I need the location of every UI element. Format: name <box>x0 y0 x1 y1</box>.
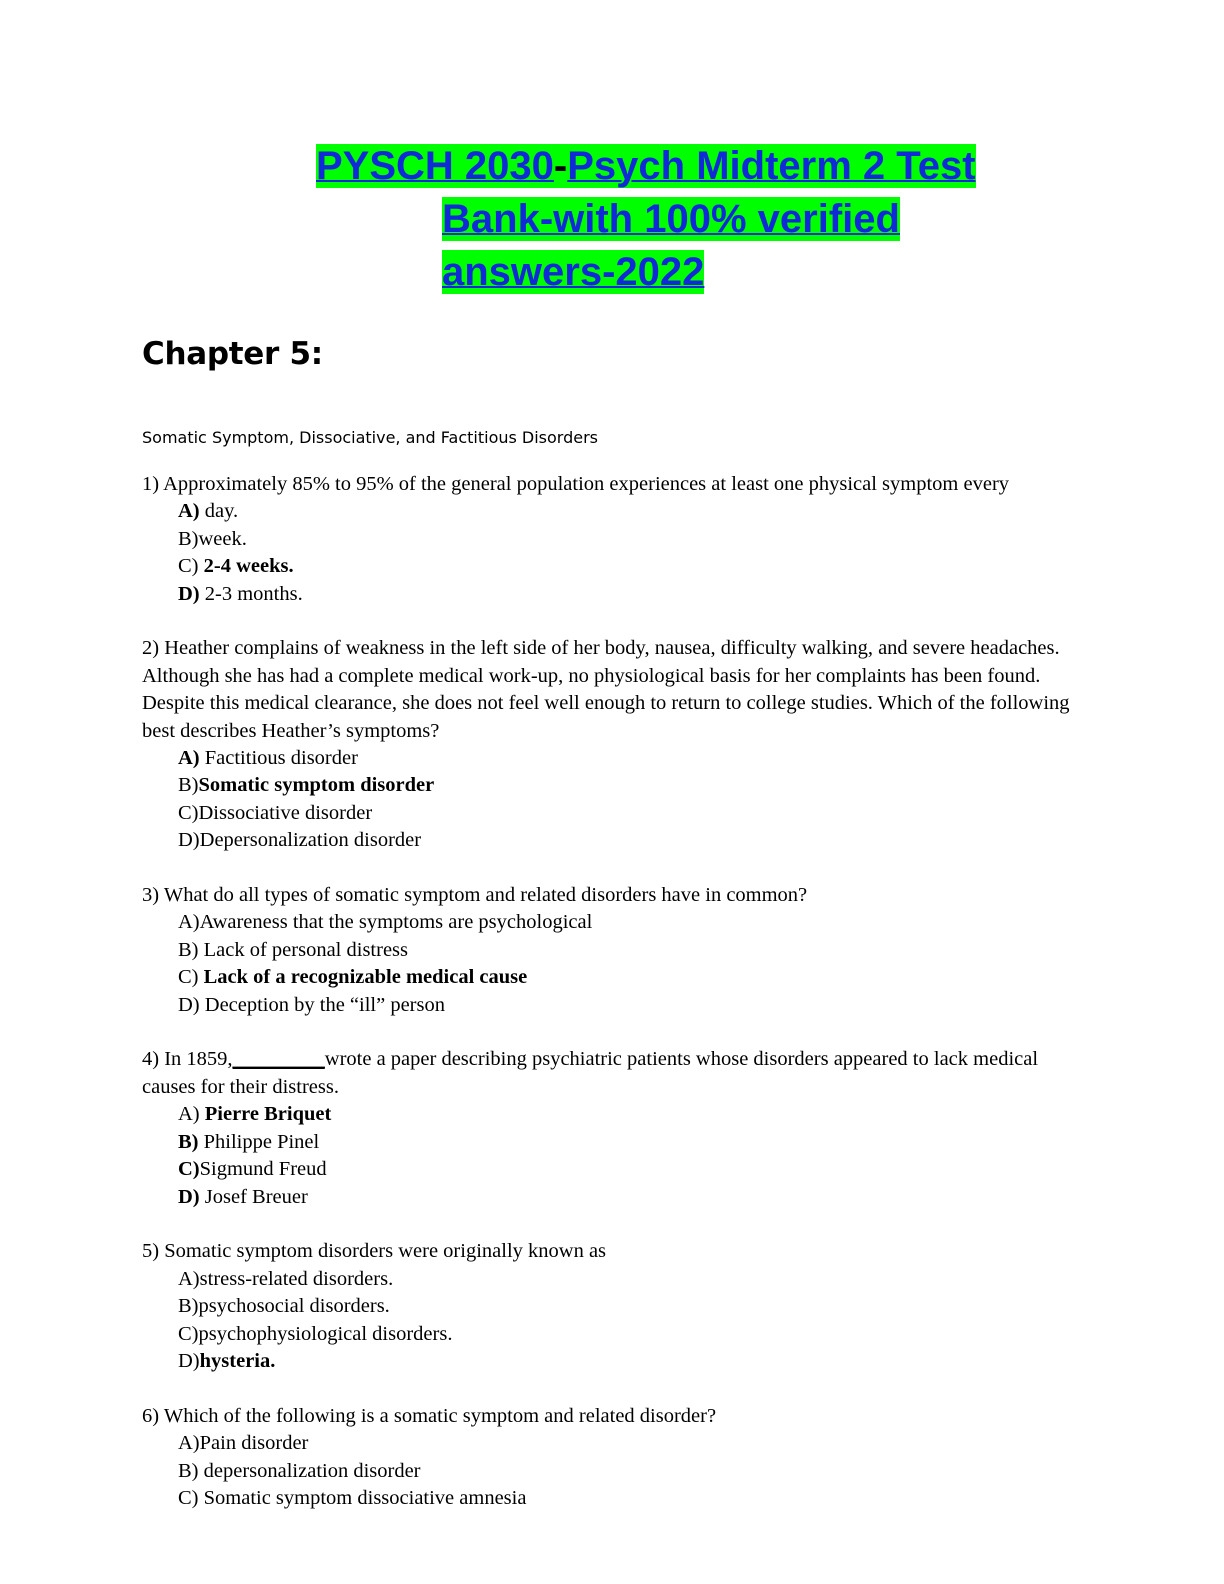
question-number: 5) <box>142 1240 160 1263</box>
question-4 <box>142 1046 1072 1210</box>
question-text: Somatic symptom disorders were originally known as <box>164 1240 607 1263</box>
option-d <box>178 1184 1072 1211</box>
option-text: Deception by the “ill” person <box>199 993 445 1016</box>
option-a <box>178 745 1072 772</box>
option-text: Josef Breuer <box>199 1185 308 1208</box>
option-c <box>178 1156 1072 1183</box>
option-a <box>178 1430 1072 1457</box>
option-letter: A) <box>178 747 200 770</box>
question-stem <box>142 882 1072 909</box>
option-text: week. <box>198 527 247 550</box>
title-line-1 <box>316 140 1076 193</box>
option-text: depersonalization disorder <box>198 1459 421 1482</box>
option-text: Dissociative disorder <box>198 801 373 824</box>
question-text-before: In 1859, <box>164 1048 233 1071</box>
title-dash: - <box>553 144 568 188</box>
option-text: Lack of a recognizable medical cause <box>198 966 528 989</box>
question-number: 4) <box>142 1048 160 1071</box>
option-c-correct <box>178 964 1072 991</box>
option-text: Somatic symptom disorder <box>198 774 435 797</box>
option-d <box>178 827 1072 854</box>
question-text: Heather complains of weakness in the left side of her body, nausea, difficulty walking, and severe headaches. Although she has had a complete medical work-up, no physiological basis for her complaints has been found. Despite this medical clearance, she does not feel well enough to return to college studies. Which of the following best describes Heather’s symptoms? <box>142 637 1070 742</box>
option-letter: C) <box>178 555 199 578</box>
option-letter: B) <box>178 1130 199 1153</box>
option-letter: D) <box>178 582 200 605</box>
option-letter: B) <box>178 774 199 797</box>
course-code-link[interactable]: PYSCH 2030 <box>316 144 554 188</box>
option-a <box>178 1266 1072 1293</box>
question-number: 2) <box>142 637 160 660</box>
question-5 <box>142 1238 1072 1375</box>
option-d <box>178 581 1072 608</box>
title-line-2 <box>316 193 1076 246</box>
answer-options <box>142 1430 1072 1512</box>
option-text: 2-3 months. <box>199 582 303 605</box>
question-stem <box>142 1046 1072 1101</box>
option-text: psychophysiological disorders. <box>198 1322 453 1345</box>
option-text: Somatic symptom dissociative amnesia <box>198 1486 527 1509</box>
answer-options <box>142 1101 1072 1211</box>
option-text: Sigmund Freud <box>199 1158 327 1181</box>
option-letter: B) <box>178 1459 199 1482</box>
option-a <box>178 498 1072 525</box>
question-2 <box>142 635 1072 854</box>
option-letter: A) <box>178 500 200 523</box>
question-1 <box>142 471 1072 608</box>
option-letter: C) <box>178 801 199 824</box>
option-text: Awareness that the symptoms are psychological <box>199 911 593 934</box>
option-letter: A) <box>178 1267 200 1290</box>
option-letter: D) <box>178 1349 200 1372</box>
option-text: stress-related disorders. <box>199 1267 394 1290</box>
option-letter: C) <box>178 966 199 989</box>
option-c <box>178 800 1072 827</box>
option-b <box>178 526 1072 553</box>
option-letter: A) <box>178 911 200 934</box>
option-d <box>178 992 1072 1019</box>
option-b <box>178 1129 1072 1156</box>
question-list <box>142 471 1072 1540</box>
option-letter: D) <box>178 1185 200 1208</box>
option-text: hysteria. <box>199 1349 276 1372</box>
option-c-correct <box>178 553 1072 580</box>
question-3 <box>142 882 1072 1019</box>
option-letter: C) <box>178 1486 199 1509</box>
question-text: Approximately 85% to 95% of the general population experiences at least one physical symptom every <box>163 473 1010 495</box>
question-text-after: wrote a paper describing psychiatric patients whose disorders appeared to lack medical causes for their distress. <box>142 1048 1039 1098</box>
option-d-correct <box>178 1348 1072 1375</box>
answer-options <box>142 1266 1072 1376</box>
option-a-correct <box>178 1101 1072 1128</box>
question-6 <box>142 1403 1072 1513</box>
option-letter: A) <box>178 1432 200 1455</box>
option-letter: D) <box>178 829 200 852</box>
option-text: day. <box>199 500 239 523</box>
option-b <box>178 937 1072 964</box>
answer-options <box>142 498 1072 608</box>
document-title <box>316 140 1076 299</box>
question-text: What do all types of somatic symptom and related disorders have in common? <box>163 884 808 907</box>
question-stem <box>142 635 1072 745</box>
question-stem <box>142 1403 1072 1430</box>
answer-options <box>142 745 1072 855</box>
title-link-line-1[interactable]: Psych Midterm 2 Test <box>567 144 976 188</box>
option-letter: D) <box>178 993 200 1016</box>
fill-in-blank: _________ <box>232 1048 325 1071</box>
option-letter: C) <box>178 1158 200 1181</box>
question-number: 1) <box>142 473 160 495</box>
question-text: Which of the following is a somatic symptom and related disorder? <box>163 1404 717 1427</box>
title-link-line-2[interactable]: Bank-with 100% verified <box>442 197 900 241</box>
option-b <box>178 1293 1072 1320</box>
option-text: Pain disorder <box>199 1432 309 1455</box>
question-stem <box>142 471 1072 498</box>
option-text: Depersonalization disorder <box>199 829 422 852</box>
option-letter: B) <box>178 938 199 961</box>
question-number: 3) <box>142 884 160 907</box>
option-letter: B) <box>178 1295 199 1318</box>
question-number: 6) <box>142 1404 160 1427</box>
title-line-3 <box>316 246 1076 299</box>
option-a <box>178 909 1072 936</box>
option-text: Factitious disorder <box>199 747 358 770</box>
option-c <box>178 1321 1072 1348</box>
title-link-line-3[interactable]: answers-2022 <box>442 250 705 294</box>
option-text: Pierre Briquet <box>199 1103 332 1126</box>
option-letter: B) <box>178 527 199 550</box>
option-letter: A) <box>178 1103 200 1126</box>
option-c <box>178 1485 1072 1512</box>
chapter-subtitle: Somatic Symptom, Dissociative, and Factitious Disorders <box>142 428 599 447</box>
option-b-correct <box>178 772 1072 799</box>
option-b <box>178 1458 1072 1485</box>
option-text: Philippe Pinel <box>198 1130 320 1153</box>
chapter-heading: Chapter 5: <box>142 336 323 372</box>
option-text: psychosocial disorders. <box>198 1295 390 1318</box>
option-text: 2-4 weeks. <box>198 555 294 578</box>
option-letter: C) <box>178 1322 199 1345</box>
answer-options <box>142 909 1072 1019</box>
question-stem <box>142 1238 1072 1265</box>
option-text: Lack of personal distress <box>198 938 408 961</box>
